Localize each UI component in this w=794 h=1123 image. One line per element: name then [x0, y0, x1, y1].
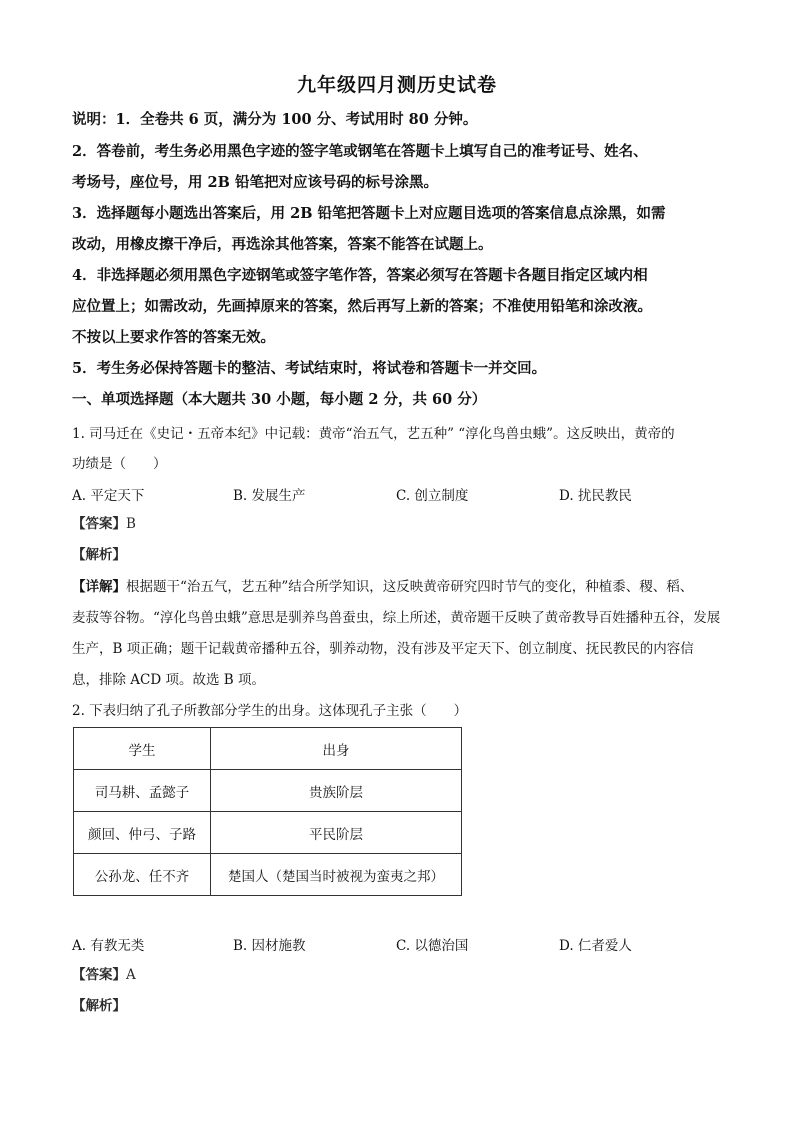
q1-option-d: D. 扰民教民 — [559, 488, 632, 504]
q2-answer — [72, 965, 724, 985]
q1-detail: 息，排除 ACD 项。故选 B 项。 — [72, 672, 265, 688]
table-header-row — [74, 728, 462, 770]
q1-answer — [72, 514, 724, 534]
table-cell: 颜回、仲弓、子路 — [74, 812, 211, 854]
q2-option-a: A. 有教无类 — [72, 938, 145, 954]
instruction-line: 应位置上；如需改动，先画掉原来的答案，然后再写上新的答案；不准使用铅笔和涂改液。 — [72, 298, 652, 315]
table-cell: 平民阶层 — [211, 812, 462, 854]
table-cell: 楚国人（楚国当时被视为蛮夷之邦） — [211, 854, 462, 896]
q2-analysis-tag: 【解析】 — [72, 998, 126, 1014]
q1-stem: 1. 司马迁在《史记・五帝本纪》中记载：黄帝“治五气，艺五种” “淳化鸟兽虫蛾”。这反映出，黄帝的 — [72, 426, 675, 442]
instruction-line: 5．考生务必保持答题卡的整洁、考试结束时，将试卷和答题卡一并交回。 — [72, 360, 547, 377]
answer-tag: 【答案】 — [72, 516, 126, 532]
q2-option-c: C. 以德治国 — [396, 938, 469, 954]
instruction-line: 4．非选择题必须用黑色字迹钢笔或签字笔作答，答案必须写在答题卡各题目指定区域内相 — [72, 267, 648, 284]
instruction-line: 2．答卷前，考生务必用黑色字迹的签字笔或钢笔在答题卡上填写自己的准考证号、姓名、 — [72, 143, 648, 160]
q1-detail: 【详解】根据题干“治五气，艺五种”结合所学知识，这反映黄帝研究四时节气的变化，种植黍、稷、稻、 — [72, 579, 694, 595]
detail-tag: 【详解】 — [72, 579, 126, 595]
q1-detail: 生产，B 项正确；题干记载黄帝播种五谷，驯养动物，没有涉及平定天下、创立制度、抚民教民的内容信 — [72, 641, 694, 657]
q1-options — [72, 484, 722, 504]
table-cell: 司马耕、孟懿子 — [74, 770, 211, 812]
table-row — [74, 770, 462, 812]
q1-option-b: B. 发展生产 — [233, 488, 306, 504]
q1-stem: 功绩是（ ） — [72, 456, 167, 472]
table-cell: 贵族阶层 — [211, 770, 462, 812]
table-header: 出身 — [211, 728, 462, 770]
q1-detail: 麦菽等谷物。“淳化鸟兽虫蛾”意思是驯养鸟兽蚕虫，综上所述，黄帝题干反映了黄帝教导百姓播种五谷，发展 — [72, 610, 721, 626]
q2-table — [73, 727, 462, 896]
table-cell: 公孙龙、任不齐 — [74, 854, 211, 896]
page-title: 九年级四月测历史试卷 — [296, 74, 497, 96]
section-heading: 一、单项选择题（本大题共 30 小题，每小题 2 分，共 60 分） — [72, 391, 487, 408]
q1-analysis-tag: 【解析】 — [72, 547, 126, 563]
q1-option-a: A. 平定天下 — [72, 488, 145, 504]
q2-option-b: B. 因材施教 — [233, 938, 306, 954]
instruction-line: 说明：1．全卷共 6 页，满分为 100 分、考试用时 80 分钟。 — [72, 111, 478, 128]
answer-value: A — [126, 967, 136, 983]
table-row — [74, 812, 462, 854]
instruction-line: 考场号，座位号，用 2B 铅笔把对应该号码的标号涂黑。 — [72, 174, 438, 191]
instruction-line: 3．选择题每小题选出答案后，用 2B 铅笔把答题卡上对应题目选项的答案信息点涂黑，如需 — [72, 205, 666, 222]
answer-tag: 【答案】 — [72, 967, 126, 983]
q2-stem: 2. 下表归纳了孔子所教部分学生的出身。这体现孔子主张（ ） — [72, 703, 468, 719]
q2-options — [72, 934, 722, 954]
instruction-line: 不按以上要求作答的答案无效。 — [72, 329, 275, 346]
q2-option-d: D. 仁者爱人 — [559, 938, 632, 954]
table-header: 学生 — [74, 728, 211, 770]
answer-value: B — [126, 516, 136, 532]
table-row — [74, 854, 462, 896]
q1-option-c: C. 创立制度 — [396, 488, 469, 504]
instruction-line: 改动，用橡皮擦干净后，再选涂其他答案，答案不能答在试题上。 — [72, 236, 493, 253]
